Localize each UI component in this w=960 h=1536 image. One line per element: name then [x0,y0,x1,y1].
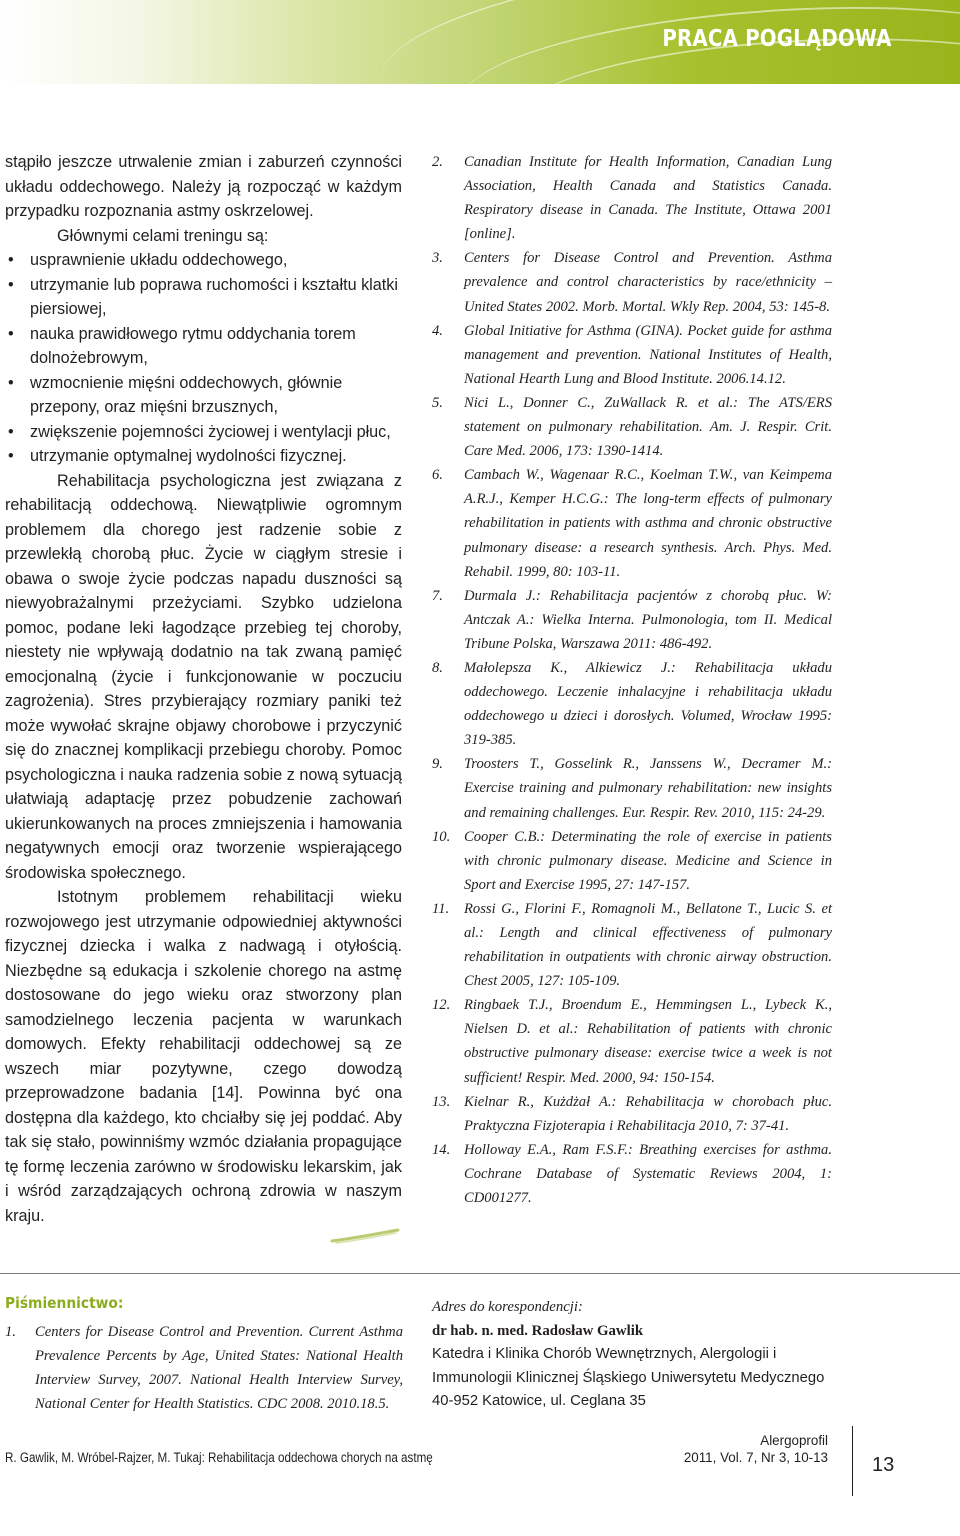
footer-journal [684,1432,828,1466]
section-label: PRACA POGLĄDOWA [662,26,892,52]
reference-item [432,463,832,583]
paragraph: Głównymi celami treningu są: [57,226,269,245]
divider [0,1273,960,1274]
reference-text: Durmala J.: Rehabilitacja pacjentów z chorobą płuc. W: Antczak A.: Wielka Interna. Pulmonologia, tom II. Medical Tribune Polska, Warszawa 2011: 486-492. [464,587,832,652]
reference-item [432,897,832,993]
reference-item [432,825,832,897]
bibliography-list [5,1320,403,1416]
header-banner [0,0,960,84]
references-list [432,150,832,1210]
reference-item [432,1090,832,1138]
reference-text: Troosters T., Gosselink R., Janssens W., Decramer M.: Exercise training and pulmonary rehabilitation: new insights and remaining challenges. Eur. Respir. Rev. 2010, 115: 24-29. [464,756,832,821]
goals-list [5,248,402,469]
page-number: 13 [872,1454,895,1476]
reference-item [432,391,832,463]
correspondence-block [432,1296,832,1414]
reference-text: Canadian Institute for Health Information, Canadian Lung Association, Health Canada and Statistics Canada. Respiratory disease in Canada. The Institute, Ottawa 2001 [online]. [464,154,832,243]
reference-number: 2. [432,154,443,170]
paragraph: Rehabilitacja psychologiczna jest związana z rehabilitacją oddechową. Niewątpliwie ogromnym problemem dla chorego jest radzenie sobie z przewlekłą chorobą płuc. Życie w ciągłym stresie i obawa o swoje życie podczas napadu duszności są niewyobrażalnymi przeżyciami. Szybko udzielona pomoc, podane leki łagodzące przebieg tej choroby, niestety nie wpływają dodatnio na tak zwaną pamięć emocjonalną (życie i funkcjonowanie w poczuciu zagrożenia). Stres przybierający rozmiary paniki też może wywołać skrajne objawy chorobowe i przyczynić się do znacznej komplikacji przebiegu choroby. Pomoc psychologiczna i nauka radzenia sobie z nową sytuacją ułatwiają adaptację przez pobudzenie zachowań ukierunkowanych na proces zmniejszenia i hamowania negatywnych emocji oraz tworzenie wspierającego środowiska społecznego. [5,471,402,882]
list-item: • utrzymanie lub poprawa ruchomości i kształtu klatki piersiowej, [5,273,402,322]
reference-number: 4. [432,322,443,339]
reference-text: Ringbaek T.J., Broendum E., Hemmingsen L., Lybeck K., Nielsen D. et al.: Rehabilitation of patients with chronic obstructive pulmonary disease: exercise twice a week is not sufficient! Respir. Med. 2000, 94: 150-154. [464,997,832,1086]
bibliography-heading: Piśmiennictwo: [5,1294,124,1312]
footer-divider [852,1426,853,1496]
reference-text: Cambach W., Wagenaar R.C., Koelman T.W., van Keimpema A.R.J., Kemper H.C.G.: The long-term effects of pulmonary rehabilitation in patients with asthma and chronic obstructive pulmonary disease: a research synthesis. Arch. Phys. Med. Rehabil. 1999, 80: 103-11. [464,467,832,580]
reference-text: Centers for Disease Control and Prevention. Current Asthma Prevalence Percents by Age, United States: National Health Interview Survey, 2007. National Health Interview Survey, National Center for Health Statistics. CDC 2008. 2010.18.5. [35,1324,403,1413]
author-name: dr hab. n. med. Radosław Gawlik [432,1322,644,1339]
journal-issue: 2011, Vol. 7, Nr 3, 10-13 [683,1450,828,1465]
reference-number: 12. [432,997,451,1014]
reference-item [432,752,832,824]
reference-text: Centers for Disease Control and Prevention. Asthma prevalence and control characteristics by race/ethnicity – United States 2002. Morb. Mortal. Wkly Rep. 2004, 53: 145-8. [464,250,832,315]
end-of-article-icon [330,1228,400,1244]
reference-number: 3. [432,250,443,267]
reference-text: Holloway E.A., Ram F.S.F.: Breathing exercises for asthma. Cochrane Database of Systematic Reviews 2004, 1: CD001277. [464,1141,832,1207]
list-item: • usprawnienie układu oddechowego, [5,248,402,273]
reference-item [432,319,832,391]
reference-text: Nici L., Donner C., ZuWallack R. et al.: The ATS/ERS statement on pulmonary rehabilitation. Am. J. Respir. Crit. Care Med. 2006, 173: 1390-1414. [464,394,832,460]
reference-number: 10. [432,828,451,845]
paragraph: stąpiło jeszcze utrwalenie zmian i zaburzeń czynności układu oddechowego. Należy ją rozpocząć w każdym przypadku rozpoznania astmy oskrzelowej. [5,153,402,220]
reference-number: 14. [432,1141,451,1158]
reference-text: Cooper C.B.: Determinating the role of exercise in patients with chronic pulmonary disease. Medicine and Science in Sport and Exercise 1995, 27: 147-157. [464,828,832,893]
reference-item [432,656,832,752]
list-item: • zwiększenie pojemności życiowej i wentylacji płuc, [5,420,402,445]
reference-number: 6. [432,467,443,484]
reference-text: Global Initiative for Asthma (GINA). Pocket guide for asthma management and prevention. National Institutes of Health, National Hearth Lung and Blood Institute. 2006.14.12. [464,322,832,387]
reference-item [432,150,832,246]
left-column [5,150,402,1228]
reference-number: 13. [432,1093,451,1110]
footer-citation: R. Gawlik, M. Wróbel-Rajzer, M. Tukaj: Rehabilitacja oddechowa chorych na astmę [5,1450,433,1465]
reference-number: 1. [5,1324,16,1340]
reference-number: 9. [432,756,443,773]
correspondence-label: Adres do korespondencji: [432,1299,583,1315]
author-affiliation: Katedra i Klinika Chorób Wewnętrznych, Alergologii i Immunologii Klinicznej Śląskiego Uniwersytetu Medycznego [432,1346,825,1386]
reference-item [5,1320,403,1416]
author-address: 40-952 Katowice, ul. Ceglana 35 [432,1393,646,1409]
reference-number: 7. [432,587,443,604]
journal-name: Alergoprofil [760,1433,828,1448]
list-item: • wzmocnienie mięśni oddechowych, głównie przepony, oraz mięśni brzusznych, [5,371,402,420]
reference-text: Małolepsza K., Alkiewicz J.: Rehabilitacja układu oddechowego. Leczenie inhalacyjne i rehabilitacja układu oddechowego u dzieci i dorosłych. Volumed, Wrocław 1995: 319-385. [464,659,832,749]
reference-text: Kielnar R., Kużdżał A.: Rehabilitacja w chorobach płuc. Praktyczna Fizjoterapia i Rehabilitacja 2010, 7: 37-41. [464,1093,832,1134]
reference-item [432,1138,832,1210]
reference-number: 8. [432,659,443,676]
list-item: • utrzymanie optymalnej wydolności fizycznej. [5,444,402,469]
reference-item [432,993,832,1089]
list-item: • nauka prawidłowego rytmu oddychania torem dolnożebrowym, [5,322,402,371]
reference-number: 5. [432,394,443,411]
reference-number: 11. [432,900,450,917]
reference-item [432,246,832,318]
paragraph: Istotnym problemem rehabilitacji wieku rozwojowego jest utrzymanie odpowiedniej aktywności fizycznej dziecka i walka z nadwagą i otyłością. Niezbędne są edukacja i szkolenie chorego na astmę dostosowane do jego wieku oraz stworzony plan samodzielnego leczenia pacjenta w warunkach domowych. Efekty rehabilitacji oddechowej są ze wszech miar pozytywne, czego dowodzą przeprowadzone badania [14]. Powinna być ona dostępna dla każdego, kto chciałby się jej poddać. Aby tak się stało, powinniśmy wzmóc działania propagujące tę formę leczenia zarówno w środowisku lekarskim, jak i wśród zarządzających ochroną zdrowia w naszym kraju. [5,888,402,1225]
reference-text: Rossi G., Florini F., Romagnoli M., Bellatone T., Lucic S. et al.: Length and clinical effectiveness of pulmonary rehabilitation in outpatients with chronic airway obstruction. Chest 2005, 127: 105-109. [464,900,832,990]
reference-item [432,584,832,656]
